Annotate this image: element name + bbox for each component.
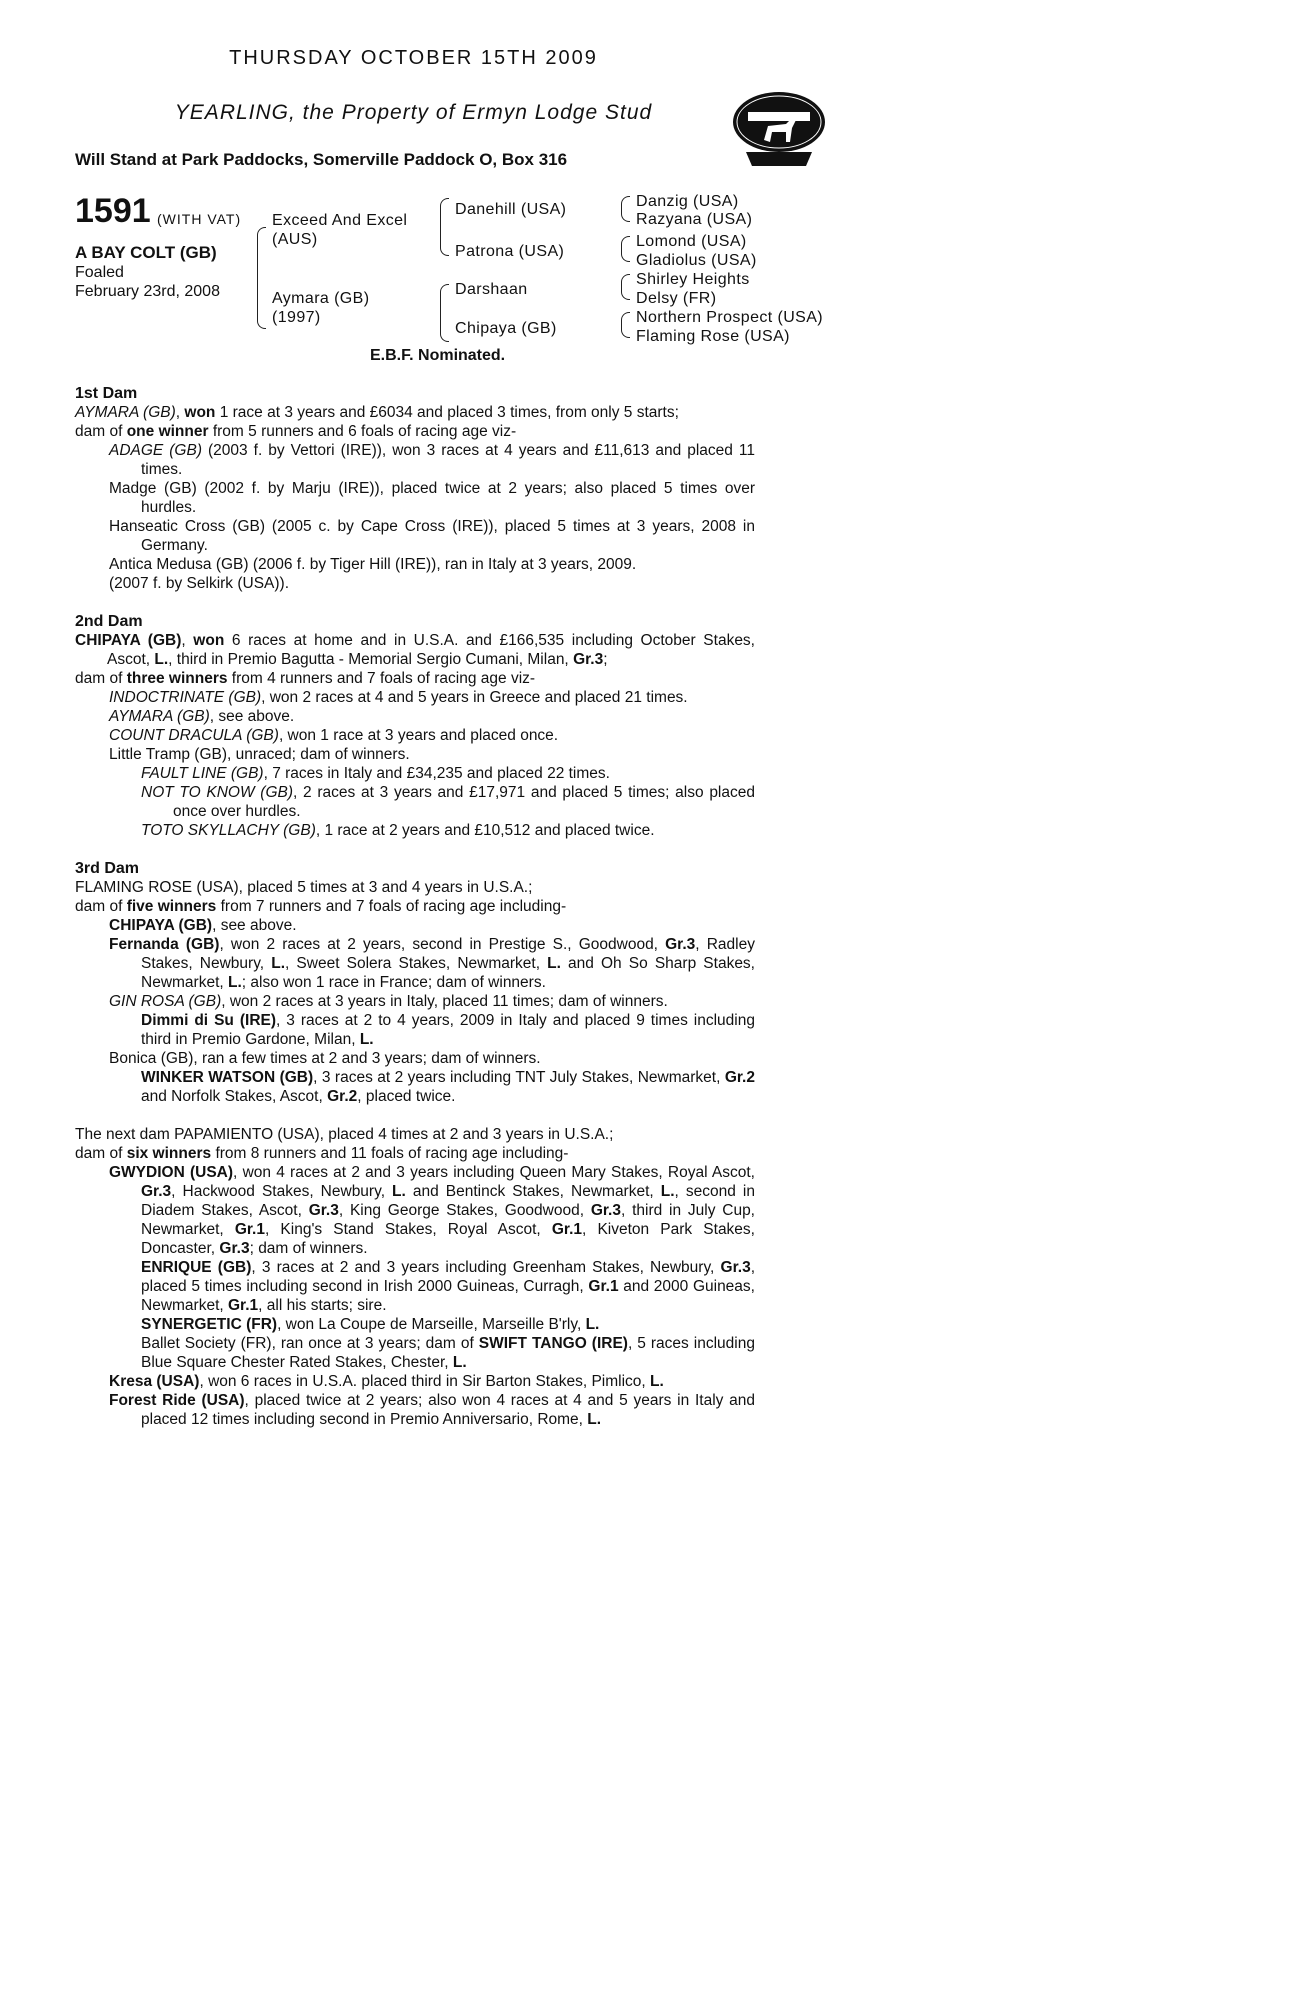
- progeny-entry: ADAGE (GB) (2003 f. by Vettori (IRE)), won 3 races at 4 years and £11,613 and placed 11 times.: [109, 442, 756, 478]
- yearling-bonus-badge-icon: [726, 90, 832, 168]
- pedigree-gen3-5: Shirley Heights: [636, 271, 750, 288]
- dam: Aymara (GB): [272, 290, 370, 307]
- dam-sire: Darshaan: [455, 281, 528, 298]
- progeny-entry: Little Tramp (GB), unraced; dam of winners.: [109, 746, 410, 763]
- dam-record: dam of one winner from 5 runners and 6 foals of racing age viz-: [75, 423, 517, 440]
- dam-record: dam of five winners from 7 runners and 7 foals of racing age including-: [75, 898, 567, 915]
- progeny-entry: AYMARA (GB), see above.: [109, 708, 295, 725]
- pedigree-brace: [621, 274, 630, 300]
- progeny-entry: NOT TO KNOW (GB), 2 races at 3 years and £17,971 and placed 5 times; also placed once over hurdles.: [141, 784, 755, 820]
- sire-sire: Danehill (USA): [455, 201, 567, 218]
- progeny-entry: Forest Ride (USA), placed twice at 2 years; also won 4 races at 4 and 5 years in Italy and placed 12 times including second in Premio Anniversario, Rome, L.: [109, 1392, 755, 1428]
- progeny-entry: Dimmi di Su (IRE), 3 races at 2 to 4 years, 2009 in Italy and placed 9 times including third in Premio Gardone, Milan, L.: [141, 1012, 755, 1048]
- pedigree-gen3-7: Northern Prospect (USA): [636, 309, 824, 326]
- progeny-entry: Madge (GB) (2002 f. by Marju (IRE)), placed twice at 2 years; also placed 5 times over hurdles.: [109, 480, 755, 516]
- dam-record: dam of six winners from 8 runners and 11 foals of racing age including-: [75, 1145, 569, 1162]
- pedigree-brace: [621, 236, 630, 262]
- sire: Exceed And Excel: [272, 212, 408, 229]
- progeny-entry: WINKER WATSON (GB), 3 races at 2 years including TNT July Stakes, Newmarket, Gr.2 and Norfolk Stakes, Ascot, Gr.2, placed twice.: [141, 1069, 755, 1105]
- lot-number: 1591: [75, 192, 151, 230]
- dam-entry: The next dam PAPAMIENTO (USA), placed 4 times at 2 and 3 years in U.S.A.;: [75, 1126, 614, 1143]
- progeny-entry: GWYDION (USA), won 4 races at 2 and 3 years including Queen Mary Stakes, Royal Ascot, Gr.3, Hackwood Stakes, Newbury, L. and Bentinck Stakes, Newmarket, L., second in Diadem Stakes, Ascot, Gr.3, King George Stakes, Goodwood, Gr.3, third in July Cup, Newmarket, Gr.1, King's Stand Stakes, Royal Ascot, Gr.1, Kiveton Park Stakes, Doncaster, Gr.3; dam of winners.: [109, 1164, 755, 1257]
- progeny-entry: Antica Medusa (GB) (2006 f. by Tiger Hill (IRE)), ran in Italy at 3 years, 2009.: [109, 556, 637, 573]
- section-heading: 2nd Dam: [75, 613, 143, 630]
- catalogue-body: [75, 384, 755, 1429]
- progeny-entry: GIN ROSA (GB), won 2 races at 3 years in Italy, placed 11 times; dam of winners.: [109, 993, 668, 1010]
- foaled-date: February 23rd, 2008: [75, 283, 220, 300]
- pedigree-gen3-6: Delsy (FR): [636, 290, 717, 307]
- progeny-entry: Kresa (USA), won 6 races in U.S.A. placed third in Sir Barton Stakes, Pimlico, L.: [109, 1373, 664, 1390]
- progeny-entry: (2007 f. by Selkirk (USA)).: [109, 575, 290, 592]
- sire-country: (AUS): [272, 231, 318, 248]
- pedigree-brace: [440, 284, 449, 342]
- pedigree-gen3-1: Danzig (USA): [636, 193, 739, 210]
- stand-location: Will Stand at Park Paddocks, Somerville Paddock O, Box 316: [75, 150, 568, 169]
- dam-entry: CHIPAYA (GB), won 6 races at home and in U.S.A. and £166,535 including October Stakes, Ascot, L., third in Premio Bagutta - Memorial Sergio Cumani, Milan, Gr.3;: [75, 632, 755, 668]
- dam-year: (1997): [272, 309, 321, 326]
- pedigree-brace: [621, 196, 630, 222]
- progeny-entry: CHIPAYA (GB), see above.: [109, 917, 297, 934]
- progeny-entry: COUNT DRACULA (GB), won 1 race at 3 years and placed once.: [109, 727, 559, 744]
- progeny-entry: Ballet Society (FR), ran once at 3 years; dam of SWIFT TANGO (IRE), 5 races including Blue Square Chester Rated Stakes, Chester, L.: [141, 1335, 755, 1371]
- pedigree-brace: [257, 227, 266, 329]
- progeny-entry: Bonica (GB), ran a few times at 2 and 3 years; dam of winners.: [109, 1050, 541, 1067]
- pedigree-brace: [621, 312, 630, 338]
- progeny-entry: FAULT LINE (GB), 7 races in Italy and £34,235 and placed 22 times.: [141, 765, 610, 782]
- property-line: YEARLING, the Property of Ermyn Lodge Stud: [174, 101, 653, 124]
- dam-record: dam of three winners from 4 runners and 7 foals of racing age viz-: [75, 670, 536, 687]
- pedigree-gen3-3: Lomond (USA): [636, 233, 747, 250]
- sire-dam: Patrona (USA): [455, 243, 565, 260]
- ebf-nominated: E.B.F. Nominated.: [370, 347, 506, 364]
- dam-dam: Chipaya (GB): [455, 320, 557, 337]
- section-heading: 3rd Dam: [75, 860, 140, 877]
- progeny-entry: TOTO SKYLLACHY (GB), 1 race at 2 years and £10,512 and placed twice.: [141, 822, 655, 839]
- pedigree-gen3-2: Razyana (USA): [636, 211, 753, 228]
- pedigree-gen3-4: Gladiolus (USA): [636, 252, 757, 269]
- progeny-entry: ENRIQUE (GB), 3 races at 2 and 3 years including Greenham Stakes, Newbury, Gr.3, placed 5 times including second in Irish 2000 Guineas, Curragh, Gr.1 and 2000 Guineas, Newmarket, Gr.1, all his starts; sire.: [141, 1259, 756, 1314]
- progeny-entry: INDOCTRINATE (GB), won 2 races at 4 and 5 years in Greece and placed 21 times.: [109, 689, 688, 706]
- pedigree-gen3-8: Flaming Rose (USA): [636, 328, 790, 345]
- progeny-entry: Fernanda (GB), won 2 races at 2 years, second in Prestige S., Goodwood, Gr.3, Radley Stakes, Newbury, L., Sweet Solera Stakes, Newmarket, L. and Oh So Sharp Stakes, Newmarket, L.; also won 1 race in France; dam of winners.: [109, 936, 755, 991]
- sale-date: THURSDAY OCTOBER 15TH 2009: [229, 47, 598, 69]
- dam-entry: AYMARA (GB), won 1 race at 3 years and £6034 and placed 3 times, from only 5 starts;: [75, 404, 679, 421]
- pedigree-brace: [440, 198, 449, 256]
- progeny-entry: Hanseatic Cross (GB) (2005 c. by Cape Cross (IRE)), placed 5 times at 3 years, 2008 in Germany.: [109, 518, 755, 554]
- section-heading: 1st Dam: [75, 385, 138, 402]
- dam-entry: FLAMING ROSE (USA), placed 5 times at 3 and 4 years in U.S.A.;: [75, 879, 533, 896]
- vat-note: (WITH VAT): [157, 211, 242, 227]
- progeny-entry: SYNERGETIC (FR), won La Coupe de Marseille, Marseille B'rly, L.: [141, 1316, 600, 1333]
- lot-title: A BAY COLT (GB): [75, 243, 217, 262]
- foaled-label: Foaled: [75, 264, 124, 281]
